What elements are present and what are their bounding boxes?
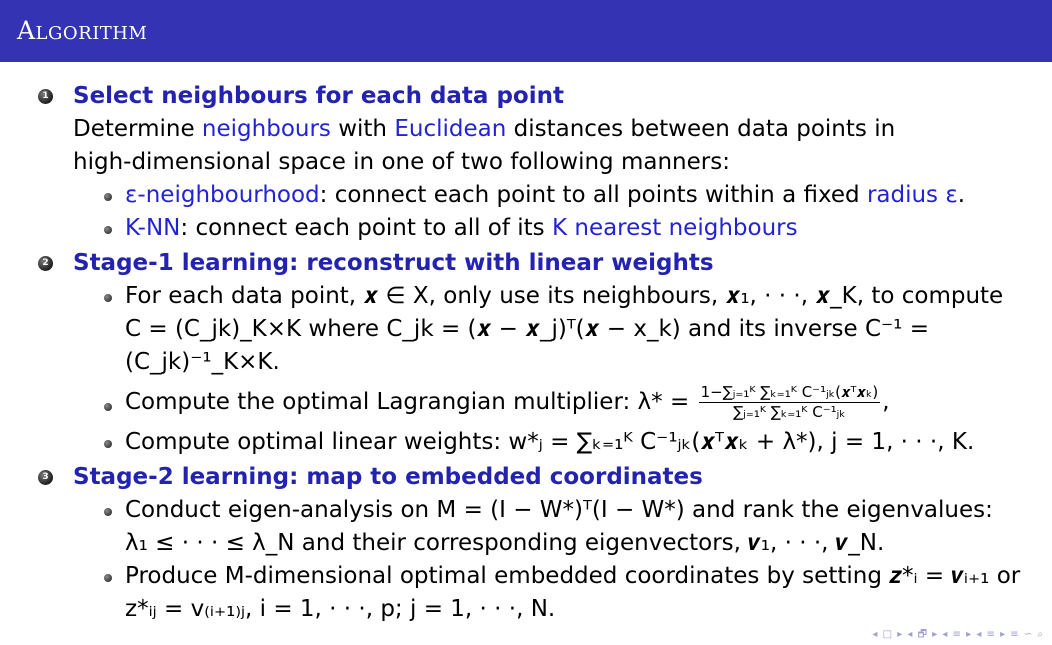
section-2 <box>38 247 1038 459</box>
text-fragment: : connect each point to all of its <box>180 215 552 241</box>
section-1 <box>38 80 1038 245</box>
eigen-analysis-line2: λ₁ ≤ · · · ≤ λ_N and their corresponding eigenvectors, 𝒗₁, · · ·, 𝒗_N. <box>125 530 885 556</box>
highlight-epsilon-neighbourhood: ε-neighbourhood <box>125 182 320 208</box>
embedded-coordinates-line1: Produce M-dimensional optimal embedded coordinates by setting 𝒛*ᵢ = 𝒗ᵢ₊₁ or <box>125 563 1021 589</box>
highlight-knn: K-NN <box>125 215 181 241</box>
slide-title: Algorithm <box>17 16 148 45</box>
title-bar <box>0 0 1052 62</box>
section-1-text-line2: high-dimensional space in one of two following manners: <box>73 149 730 175</box>
bullet-dot <box>104 440 112 448</box>
bullet-dot <box>104 294 112 302</box>
embedded-coordinates-line2: z*ᵢⱼ = v₍ᵢ₊₁₎ⱼ, i = 1, · · ·, p; j = 1, · · ·, N. <box>125 596 556 622</box>
highlight-neighbours: neighbours <box>201 116 331 142</box>
bullet-epsilon-neighbourhood <box>73 179 1038 212</box>
highlight-k-nearest: K nearest neighbours <box>551 215 798 241</box>
bullet-dot <box>104 574 112 582</box>
bullet-embedded-coordinates <box>73 560 1038 626</box>
lagrangian-fraction <box>699 383 881 422</box>
highlight-euclidean: Euclidean <box>394 116 507 142</box>
section-1-heading: Select neighbours for each data point <box>73 83 564 109</box>
bullet-lagrangian <box>73 383 1038 422</box>
slide-content <box>38 80 1038 626</box>
text-fragment: . <box>957 182 966 208</box>
text-fragment: : connect each point to all points within a fixed <box>319 182 867 208</box>
bullet-compute-c-line2: C = (C_jk)_K×K where C_jk = (𝒙 − 𝒙_j)ᵀ(𝒙 − x_k) and its inverse C⁻¹ = (C_jk)⁻¹_K×K. <box>125 316 929 375</box>
section-number-1: 1 <box>38 89 53 104</box>
section-number-3: 3 <box>38 470 53 485</box>
section-1-text-line1 <box>73 113 1038 146</box>
section-number-2: 2 <box>38 256 53 271</box>
bullet-compute-c <box>73 280 1038 379</box>
fraction-denominator: ∑ⱼ₌₁ᴷ ∑ₖ₌₁ᴷ C⁻¹ⱼₖ <box>733 403 846 421</box>
section-2-heading: Stage-1 learning: reconstruct with linear weights <box>73 250 714 276</box>
text-fragment: with <box>330 116 395 142</box>
bullet-linear-weights <box>73 426 1038 459</box>
bullet-dot <box>104 403 112 411</box>
bullet-knn <box>73 212 1038 245</box>
bullet-dot <box>104 193 112 201</box>
bullet-dot <box>104 508 112 516</box>
text-fragment: , <box>882 389 890 415</box>
bullet-dot <box>104 226 112 234</box>
eigen-analysis-line1: Conduct eigen-analysis on M = (I − W*)ᵀ(I − W*) and rank the eigenvalues: <box>125 497 993 523</box>
lagrangian-text: Compute the optimal Lagrangian multiplier: λ* = <box>125 389 690 415</box>
linear-weights-text: Compute optimal linear weights: w*ⱼ = ∑ₖ₌₁ᴷ C⁻¹ⱼₖ(𝒙ᵀ𝒙ₖ + λ*), j = 1, · · ·, K. <box>125 429 975 455</box>
section-3 <box>38 461 1038 626</box>
beamer-navigation-bar[interactable]: ◂ □ ▸ ◂ 🗗 ▸ ◂ ≡ ▸ ◂ ≡ ▸ ≡ ∽ ⌕ <box>872 629 1044 640</box>
text-fragment: Determine <box>73 116 202 142</box>
text-fragment: distances between data points in <box>506 116 896 142</box>
section-3-heading: Stage-2 learning: map to embedded coordinates <box>73 464 703 490</box>
bullet-compute-c-line1: For each data point, 𝒙 ∈ X, only use its neighbours, 𝒙₁, · · ·, 𝒙_K, to compute <box>125 283 1004 309</box>
highlight-radius: radius ε <box>866 182 958 208</box>
bullet-eigen-analysis <box>73 494 1038 560</box>
fraction-numerator: 1−∑ⱼ₌₁ᴷ ∑ₖ₌₁ᴷ C⁻¹ⱼₖ(𝒙ᵀ𝒙ₖ) <box>700 383 879 401</box>
